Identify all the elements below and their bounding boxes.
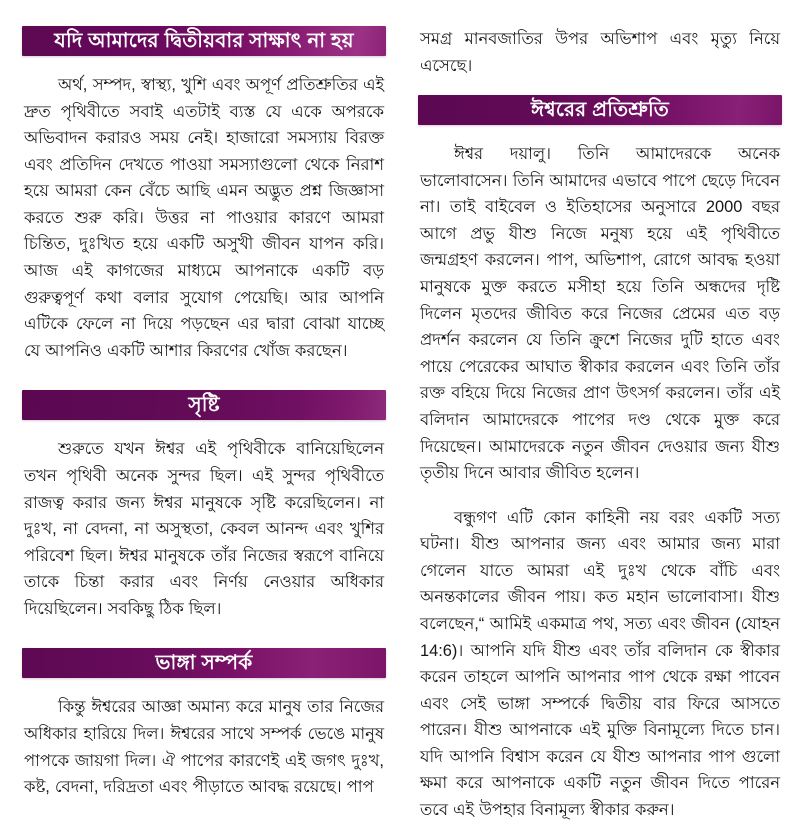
invitation-paragraph: বন্ধুগণ এটি কোন কাহিনী নয় বরং একটি সত্য ঘটনা। যীশু আপনার জন্য এবং আমার জন্য মারা গেলেন যাতে আমরা এই দুঃখ থেকে বাঁচি এবং অনন্তকালের জীবন পায়। কত মহান ভালোবাসা। যীশু বলেছেন,“ আমিই একমাত্র পথ, সত্য এবং জীবন (যোহন 14:6)। আপনি যদি যীশু এবং তাঁর বলিদান কে স্বীকার করেন তাহলে আপনি আপনার পাপ থেকে রক্ষা পাবেন এবং সেই ভাঙ্গা সম্পর্কে দ্বিতীয় বার ফিরে আসতে পারেন। যীশু আপনাকে এই মুক্তি বিনামূল্যে দিতে চান। যদি আপনি বিশ্বাস করেন যে যীশু আপনার পাপ গুলো ক্ষমা করে আপনাকে একটি নতুন জীবন দিতে পারেন তবে এই উপহার বিনামূল্য স্বীকার করুন। bbox=[420, 508, 780, 820]
banner-title-text: ভাঙ্গা সম্পর্ক bbox=[155, 652, 253, 675]
creation-paragraph: শুরুতে যখন ঈশ্বর এই পৃথিবীকে বানিয়েছিলেন তখন পৃথিবী অনেক সুন্দর ছিল। এই সুন্দর পৃথিবীতে রাজত্ব করার জন্য ঈশ্বর মানুষকে সৃষ্টি করেছিলেন। না দুঃখ, না বেদনা, না অসুস্থতা, কেবল আনন্দ এবং খুশির পরিবেশ ছিল। ঈশ্বর মানুষকে তাঁর নিজের স্বরূপে বানিয়ে তাকে চিন্তা করার এবং নির্ণয় নেওয়ার অধিকার দিয়েছিলেন। সবকিছু ঠিক ছিল। bbox=[24, 440, 384, 618]
spacer bbox=[18, 634, 390, 648]
spacer bbox=[18, 376, 390, 390]
section-heading-promise-of-god bbox=[418, 95, 782, 125]
promise-paragraph: ঈশ্বর দয়ালু। তিনি আমাদেরকে অনেক ভালোবাসেন। তিনি আমাদের এভাবে পাপে ছেড়ে দিবেন না। তাই বাইবেল ও ইতিহাসের অনুসারে 2000 বছর আগে প্রভু যীশু নিজে মনুষ্য হয়ে এই পৃথিবীতে জন্মগ্রহণ করলেন। পাপ, অভিশাপ, রোগে আবদ্ধ হওয়া মানুষকে মুক্ত করতে মসীহা হয়ে তিনি অন্ধদের দৃষ্টি দিলেন মৃতদের জীবিত করে নিজের প্রেমের এত বড় প্রদর্শন করলেন যে তিনি ক্রুশে নিজের দুটি হাতে এবং পায়ে পেরেকের আঘাত স্বীকার করলেন এবং তিনি তাঁর রক্ত বহিয়ে দিয়ে নিজের প্রাণ উৎসর্গ করলেন। তাঁর এই বলিদান আমাদেরকে পাপের দণ্ড থেকে মুক্ত করে দিয়েছেন। আমাদেরকে নতুন জীবন দেওয়ার জন্য যীশু তৃতীয় দিনে আবার জীবিত হলেন। bbox=[420, 145, 780, 483]
banner-title-text: সৃষ্টি bbox=[188, 394, 220, 417]
section-heading-broken-relationship bbox=[22, 648, 386, 678]
section-heading-if-we-do-not-meet-again bbox=[22, 26, 386, 56]
broken-relationship-paragraph: কিন্তু ঈশ্বরের আজ্ঞা অমান্য করে মানুষ তার নিজের অধিকার হারিয়ে দিল। ঈশ্বরের সাথে সম্পর্ক ভেঙে মানুষ পাপকে জায়গা দিল। ঐ পাপের কারণেই এই জগৎ দুঃখ, কষ্ট, বেদনা, দরিদ্রতা এবং পীড়াতে আবদ্ধ রয়েছে। পাপ bbox=[24, 698, 384, 797]
banner-title-text: যদি আমাদের দ্বিতীয়বার সাক্ষাৎ না হয় bbox=[54, 30, 354, 52]
banner-title-text: ঈশ্বরের প্রতিশ্রুতি bbox=[531, 99, 669, 122]
left-column bbox=[18, 26, 390, 801]
right-column bbox=[414, 26, 786, 824]
intro-paragraph: অর্থ, সম্পদ, স্বাস্থ্য, খুশি এবং অপূর্ণ প্রতিশ্রুতির এই দ্রুত পৃথিবীতে সবাই এতটাই ব্যস্ত যে একে অপরকে অভিবাদন করারও সময় নেই। হাজারো সমস্যায় বিরক্ত এবং প্রতিদিন দেখতে পাওয়া সমস্যাগুলো থেকে নিরাশ হয়ে আমরা কেন বেঁচে আছি এমন অদ্ভুত প্রশ্ন জিজ্ঞাসা করতে শুরু করি। উত্তর না পাওয়ার কারণে আমরা চিন্তিত, দুঃখিত হয়ে একটি অসুখী জীবন যাপন করি। আজ এই কাগজের মাধ্যমে আপনাকে একটি বড় গুরুত্বপূর্ণ কথা বলার সুযোগ পেয়েছি। আর আপনি এটিকে ফেলে না দিয়ে পড়ছেন এর দ্বারা বোঝা যাচ্ছে যে আপনিও একটি আশার কিরণের খোঁজ করছেন। bbox=[24, 76, 384, 360]
continuation-paragraph: সমগ্র মানবজাতির উপর অভিশাপ এবং মৃত্যু নিয়ে এসেছে। bbox=[420, 30, 780, 75]
section-heading-creation bbox=[22, 390, 386, 420]
